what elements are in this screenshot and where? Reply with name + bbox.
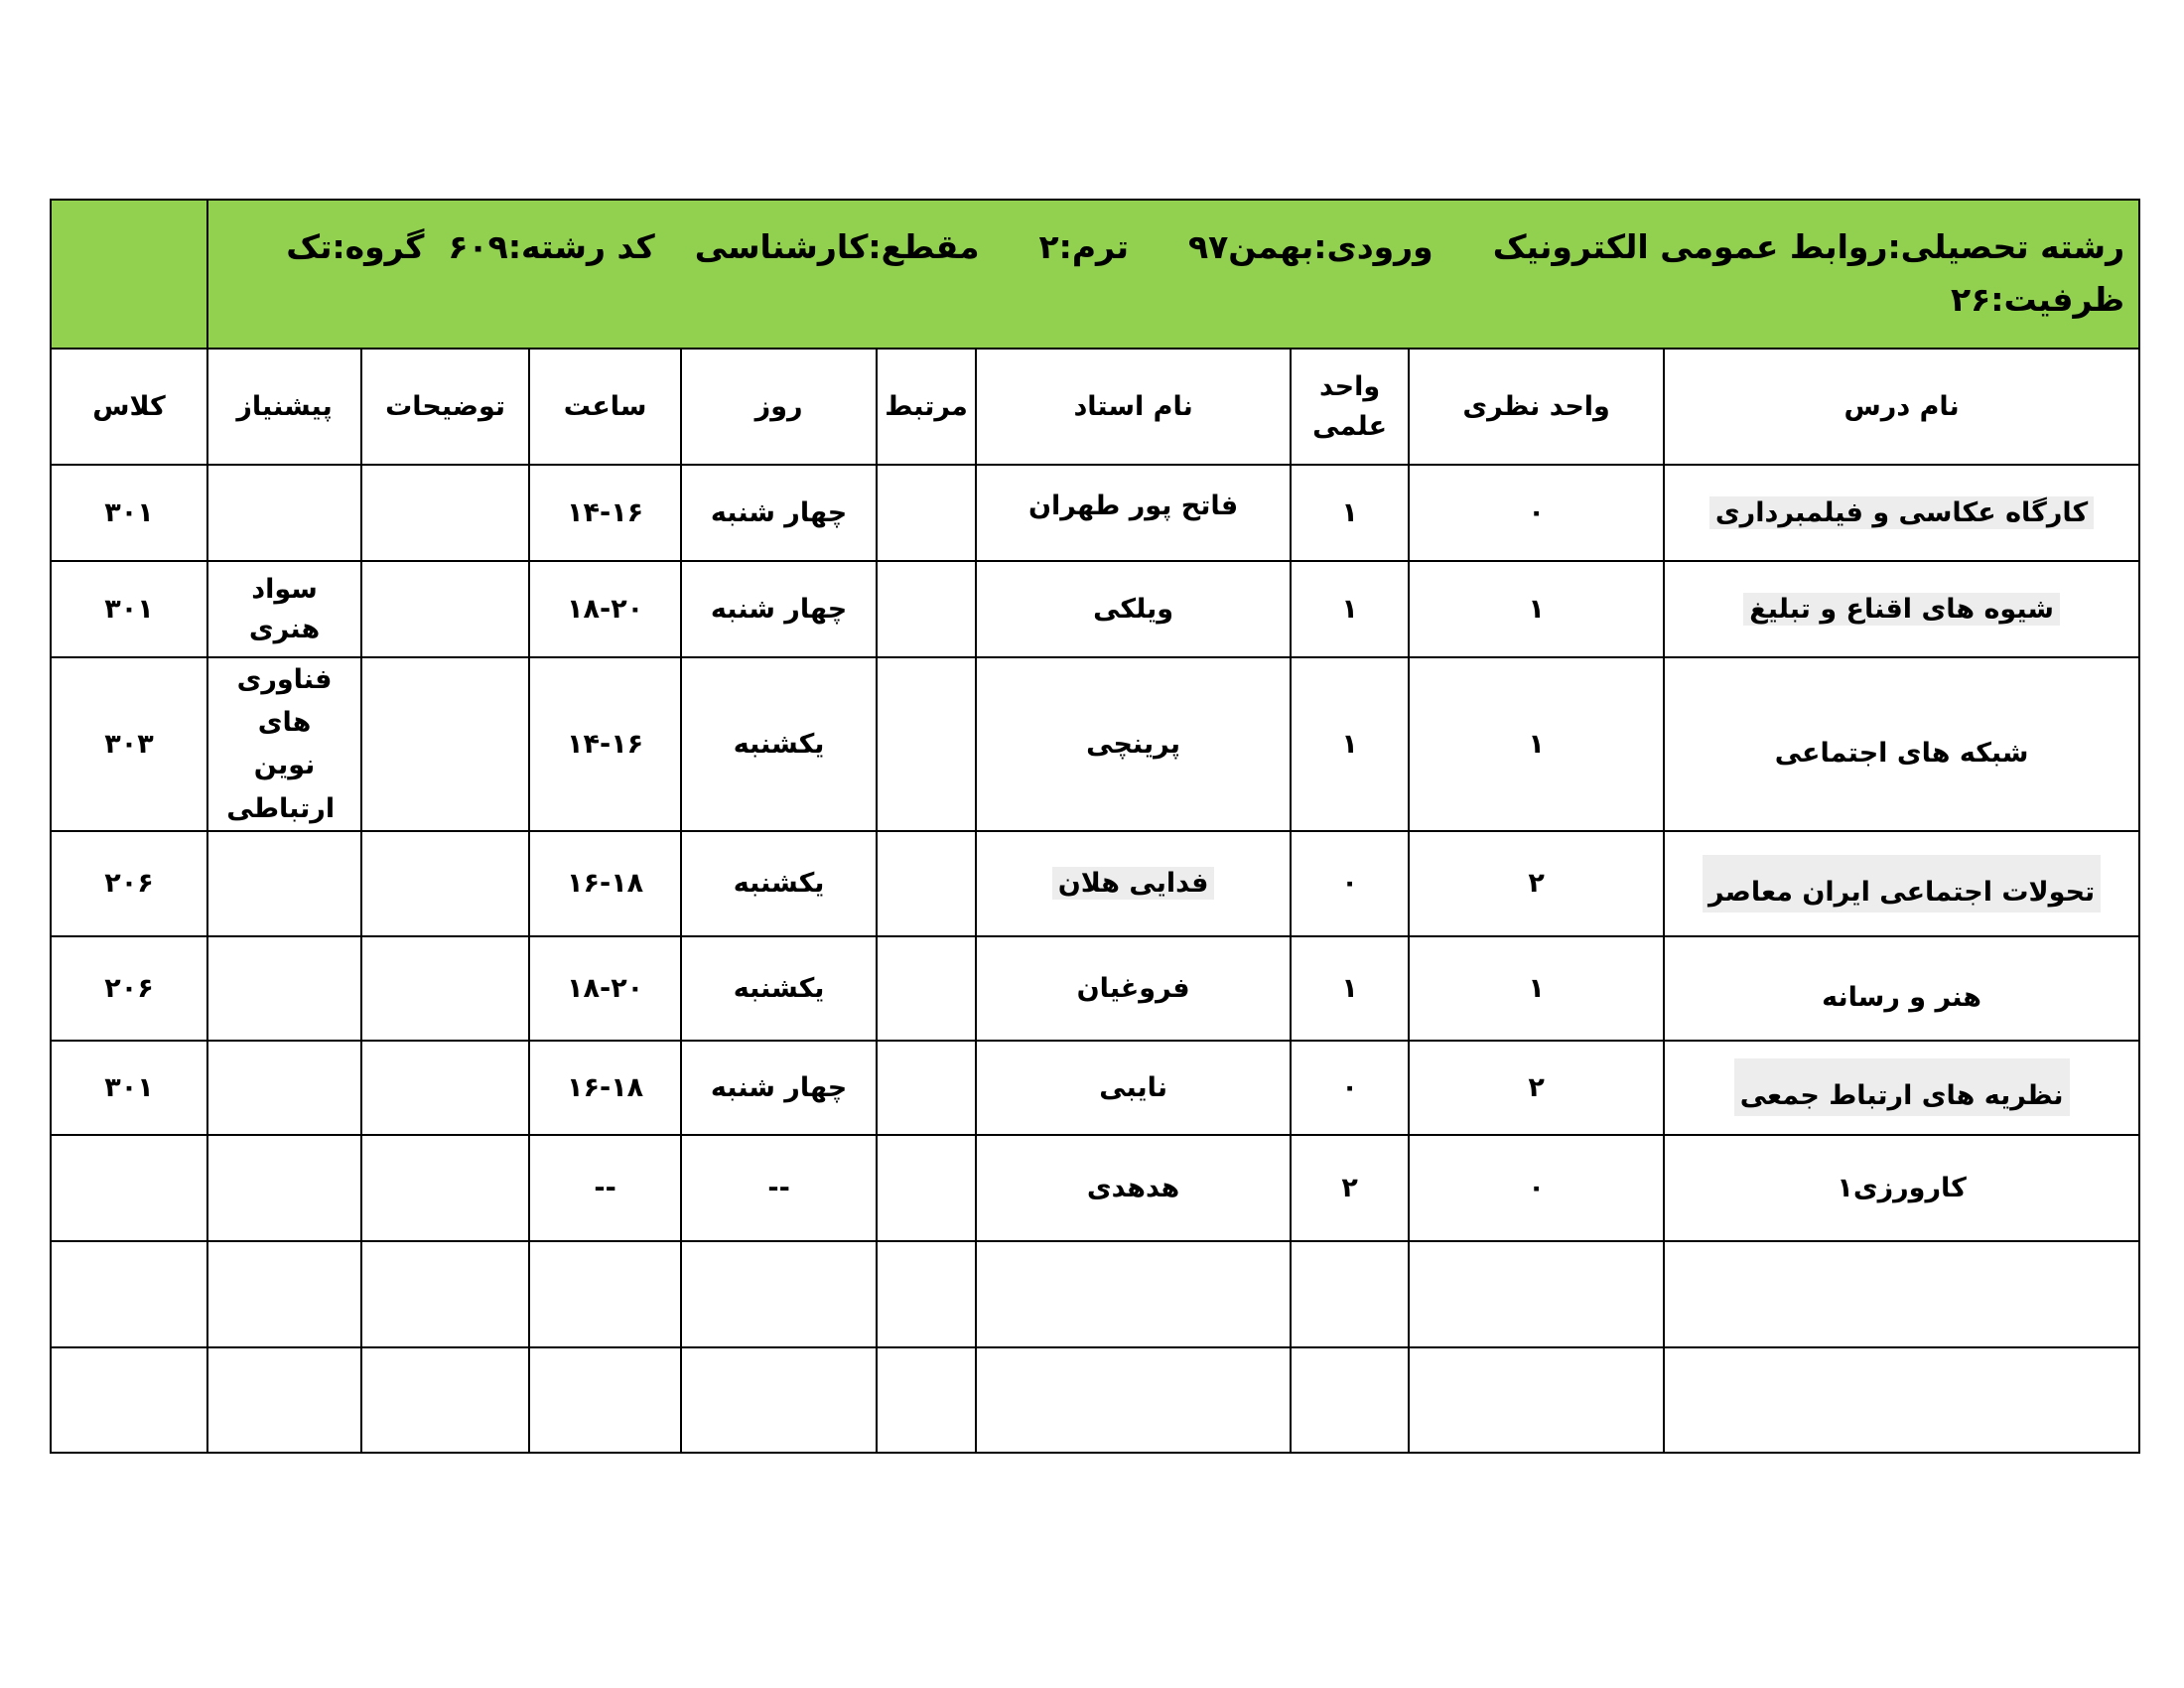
program-info-line	[222, 221, 2124, 274]
instructor-cell: هدهدی	[976, 1135, 1291, 1241]
related-cell	[877, 1241, 976, 1347]
major-label: رشته تحصیلی:روابط عمومی الکترونیک	[1492, 227, 2125, 267]
day-cell: چهار شنبه	[681, 465, 877, 561]
prerequisite-cell: فناوری های نوین ارتباطی	[207, 657, 361, 831]
day-cell	[681, 1241, 877, 1347]
time-cell: ۱۶-۱۸	[529, 831, 681, 936]
day-cell	[681, 1347, 877, 1453]
related-cell	[877, 1135, 976, 1241]
notes-cell	[361, 1241, 529, 1347]
header-empty-cell	[51, 200, 207, 349]
related-cell	[877, 936, 976, 1041]
theory-cell: ۱	[1409, 936, 1664, 1041]
course-cell	[1664, 465, 2139, 561]
time-cell	[529, 1347, 681, 1453]
table-row	[51, 657, 2139, 831]
table-row	[51, 465, 2139, 561]
table-row	[51, 1241, 2139, 1347]
related-cell	[877, 465, 976, 561]
prerequisite-cell	[207, 1135, 361, 1241]
practical-cell: ۱	[1291, 936, 1409, 1041]
instructor-cell: پرینچی	[976, 657, 1291, 831]
practical-cell: ۲	[1291, 1135, 1409, 1241]
col-room: کلاس	[51, 349, 207, 465]
col-prerequisite: پیشنیاز	[207, 349, 361, 465]
course-cell	[1664, 1347, 2139, 1453]
notes-cell	[361, 1347, 529, 1453]
practical-cell: ۱	[1291, 465, 1409, 561]
instructor-name: فدایی هلان	[1052, 867, 1215, 900]
info-header-row	[51, 200, 2139, 349]
time-cell	[529, 1241, 681, 1347]
related-cell	[877, 1347, 976, 1453]
course-cell: کارورزی۱	[1664, 1135, 2139, 1241]
day-cell: چهار شنبه	[681, 1041, 877, 1135]
day-cell: یکشنبه	[681, 936, 877, 1041]
related-cell	[877, 657, 976, 831]
theory-cell	[1409, 1241, 1664, 1347]
col-related: مرتبط	[877, 349, 976, 465]
notes-cell	[361, 936, 529, 1041]
room-cell: ۲۰۶	[51, 936, 207, 1041]
instructor-cell	[976, 1241, 1291, 1347]
level-label: مقطع:کارشناسی	[694, 227, 980, 267]
capacity-label: ظرفیت:۲۶	[1950, 280, 2125, 319]
course-name: شبکه های اجتماعی	[1774, 737, 2029, 769]
course-name: کارگاه عکاسی و فیلمبرداری	[1709, 496, 2094, 529]
time-cell: --	[529, 1135, 681, 1241]
col-time: ساعت	[529, 349, 681, 465]
time-cell: ۱۶-۱۸	[529, 1041, 681, 1135]
notes-cell	[361, 1041, 529, 1135]
notes-cell	[361, 657, 529, 831]
col-practical-units: واحد علمی	[1291, 349, 1409, 465]
related-cell	[877, 561, 976, 657]
col-notes: توضیحات	[361, 349, 529, 465]
room-cell: ۳۰۳	[51, 657, 207, 831]
theory-cell	[1409, 1347, 1664, 1453]
practical-cell: ۱	[1291, 561, 1409, 657]
related-cell	[877, 1041, 976, 1135]
notes-cell	[361, 465, 529, 561]
course-cell	[1664, 936, 2139, 1041]
col-instructor: نام استاد	[976, 349, 1291, 465]
col-day: روز	[681, 349, 877, 465]
time-cell: ۱۴-۱۶	[529, 465, 681, 561]
practical-cell: ۱	[1291, 657, 1409, 831]
day-cell: یکشنبه	[681, 831, 877, 936]
course-cell	[1664, 831, 2139, 936]
theory-cell: ۱	[1409, 561, 1664, 657]
instructor-cell	[976, 831, 1291, 936]
instructor-cell: نایبی	[976, 1041, 1291, 1135]
day-cell: یکشنبه	[681, 657, 877, 831]
room-cell	[51, 1347, 207, 1453]
day-cell: چهار شنبه	[681, 561, 877, 657]
room-cell: ۳۰۱	[51, 465, 207, 561]
table-row	[51, 1135, 2139, 1241]
theory-cell: ۰	[1409, 1135, 1664, 1241]
theory-cell: ۲	[1409, 831, 1664, 936]
instructor-cell: ویلکی	[976, 561, 1291, 657]
theory-cell: ۱	[1409, 657, 1664, 831]
instructor-cell	[976, 1347, 1291, 1453]
practical-cell	[1291, 1241, 1409, 1347]
schedule-table	[50, 199, 2140, 1454]
time-cell: ۱۸-۲۰	[529, 561, 681, 657]
prerequisite-cell	[207, 1041, 361, 1135]
theory-cell: ۲	[1409, 1041, 1664, 1135]
course-name: تحولات اجتماعی ایران معاصر	[1703, 855, 2101, 913]
room-cell: ۳۰۱	[51, 561, 207, 657]
course-cell	[1664, 1241, 2139, 1347]
table-row	[51, 1347, 2139, 1453]
room-cell	[51, 1135, 207, 1241]
course-cell	[1664, 1041, 2139, 1135]
col-theory-units: واحد نظری	[1409, 349, 1664, 465]
room-cell: ۲۰۶	[51, 831, 207, 936]
table-row	[51, 936, 2139, 1041]
course-name: هنر و رسانه	[1822, 981, 1982, 1013]
room-cell: ۳۰۱	[51, 1041, 207, 1135]
capacity-line	[222, 274, 2124, 327]
time-cell: ۱۸-۲۰	[529, 936, 681, 1041]
course-name: شیوه های اقناع و تبلیغ	[1743, 593, 2060, 626]
time-cell: ۱۴-۱۶	[529, 657, 681, 831]
table-row	[51, 831, 2139, 936]
notes-cell	[361, 561, 529, 657]
notes-cell	[361, 831, 529, 936]
entry-label: ورودی:بهمن۹۷	[1187, 227, 1433, 267]
course-cell	[1664, 561, 2139, 657]
instructor-cell: فروغیان	[976, 936, 1291, 1041]
practical-cell: ۰	[1291, 1041, 1409, 1135]
major-code-label: کد رشته:۶۰۹	[448, 227, 655, 267]
table-row	[51, 561, 2139, 657]
table-row	[51, 1041, 2139, 1135]
day-cell: --	[681, 1135, 877, 1241]
practical-cell: ۰	[1291, 831, 1409, 936]
prerequisite-cell	[207, 1241, 361, 1347]
prerequisite-cell	[207, 1347, 361, 1453]
notes-cell	[361, 1135, 529, 1241]
instructor-cell	[976, 465, 1291, 561]
course-name: نظریه های ارتباط جمعی	[1734, 1058, 2070, 1116]
room-cell	[51, 1241, 207, 1347]
prerequisite-cell	[207, 936, 361, 1041]
column-header-row	[51, 349, 2139, 465]
program-info-cell	[207, 200, 2139, 349]
instructor-name: فاتح پور طهران	[1028, 490, 1239, 521]
course-cell	[1664, 657, 2139, 831]
theory-cell: ۰	[1409, 465, 1664, 561]
related-cell	[877, 831, 976, 936]
prerequisite-cell	[207, 465, 361, 561]
col-course: نام درس	[1664, 349, 2139, 465]
term-label: ترم:۲	[1038, 227, 1129, 267]
group-label: گروه:تک	[286, 227, 425, 267]
practical-cell	[1291, 1347, 1409, 1453]
prerequisite-cell	[207, 831, 361, 936]
prerequisite-cell: سواد هنری	[207, 561, 361, 657]
